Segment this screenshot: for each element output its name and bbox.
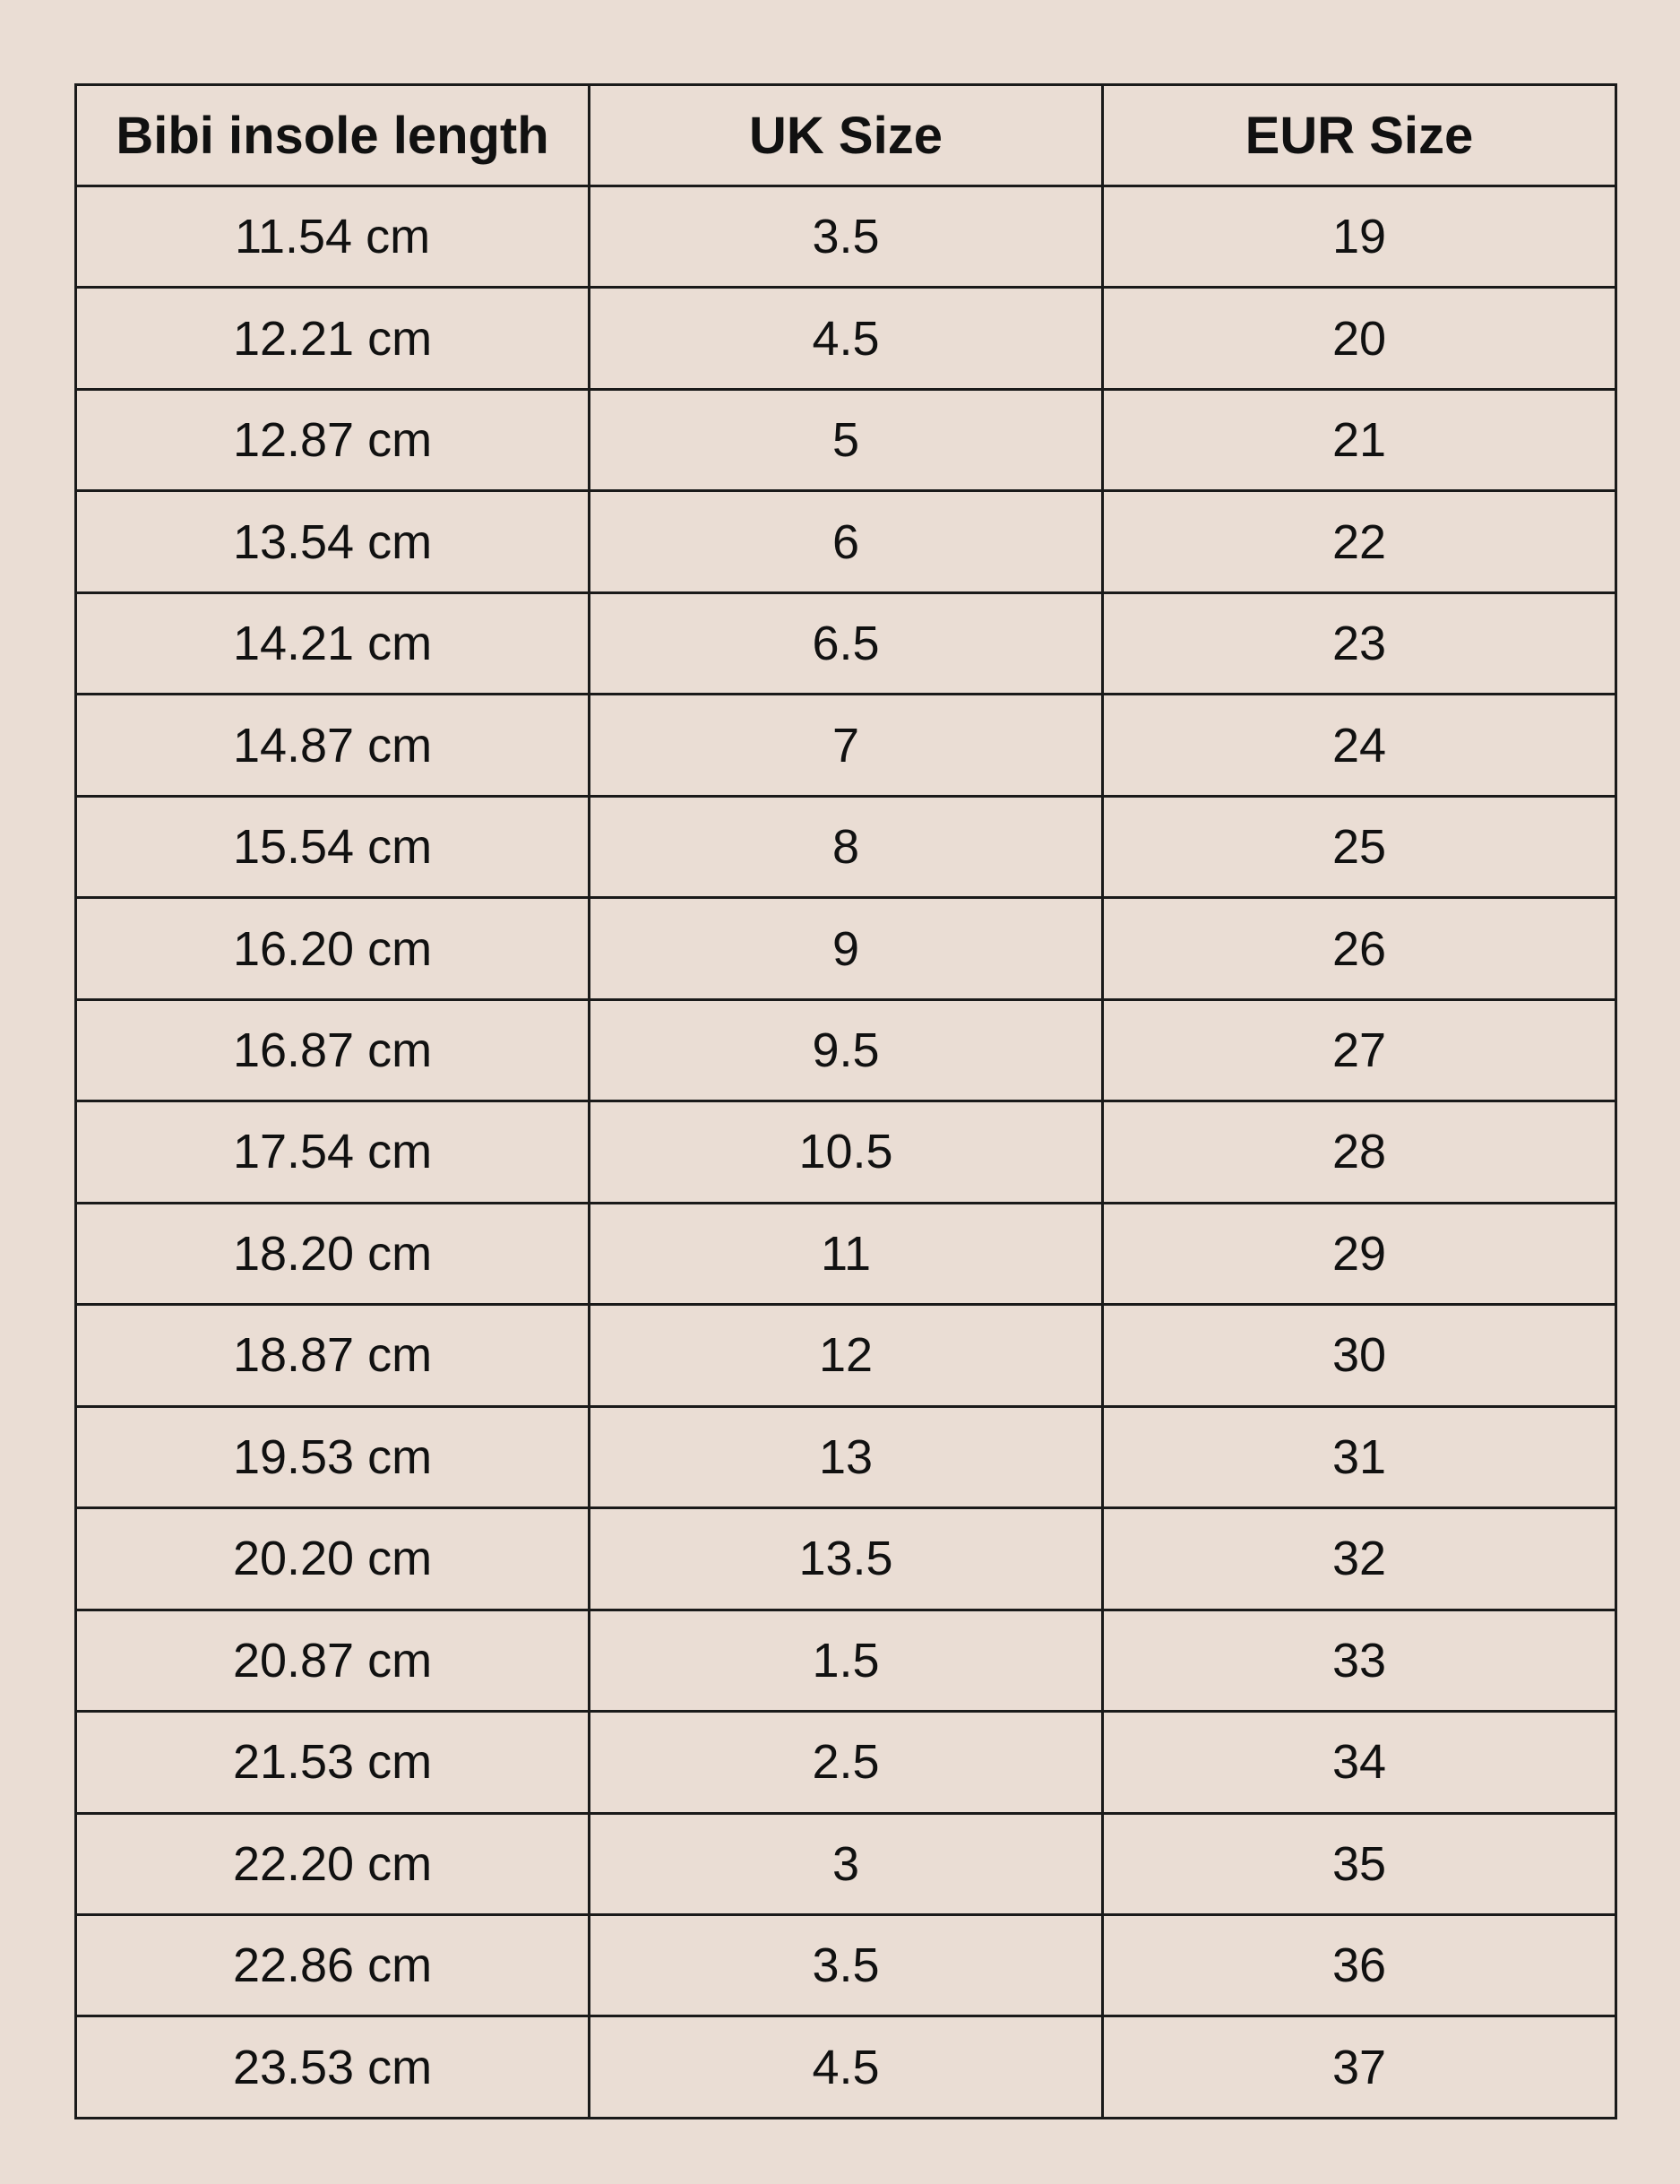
uk-size-cell: 13 bbox=[590, 1406, 1103, 1507]
table-row bbox=[76, 1305, 1616, 1406]
table-row bbox=[76, 1508, 1616, 1610]
uk-size-cell: 3.5 bbox=[590, 186, 1103, 288]
eur-size-cell: 20 bbox=[1103, 288, 1616, 389]
table-row bbox=[76, 186, 1616, 288]
table-row bbox=[76, 2016, 1616, 2119]
eur-size-cell: 35 bbox=[1103, 1813, 1616, 1914]
column-header-eur-size: EUR Size bbox=[1103, 85, 1616, 186]
column-header-insole-length: Bibi insole length bbox=[76, 85, 590, 186]
uk-size-cell: 2.5 bbox=[590, 1712, 1103, 1813]
table-row bbox=[76, 1101, 1616, 1203]
uk-size-cell: 12 bbox=[590, 1305, 1103, 1406]
insole-length-cell: 15.54 cm bbox=[76, 796, 590, 897]
insole-length-cell: 14.21 cm bbox=[76, 592, 590, 694]
insole-length-cell: 14.87 cm bbox=[76, 695, 590, 796]
uk-size-cell: 8 bbox=[590, 796, 1103, 897]
uk-size-cell: 3.5 bbox=[590, 1914, 1103, 2016]
table-row bbox=[76, 1914, 1616, 2016]
table-row bbox=[76, 1406, 1616, 1507]
eur-size-cell: 32 bbox=[1103, 1508, 1616, 1610]
uk-size-cell: 1.5 bbox=[590, 1610, 1103, 1711]
insole-length-cell: 16.20 cm bbox=[76, 898, 590, 999]
table-row bbox=[76, 1610, 1616, 1711]
uk-size-cell: 13.5 bbox=[590, 1508, 1103, 1610]
uk-size-cell: 9.5 bbox=[590, 999, 1103, 1101]
eur-size-cell: 36 bbox=[1103, 1914, 1616, 2016]
table-row bbox=[76, 389, 1616, 490]
table-row bbox=[76, 1813, 1616, 1914]
eur-size-cell: 21 bbox=[1103, 389, 1616, 490]
uk-size-cell: 5 bbox=[590, 389, 1103, 490]
header-row bbox=[76, 85, 1616, 186]
insole-length-cell: 23.53 cm bbox=[76, 2016, 590, 2119]
insole-length-cell: 22.20 cm bbox=[76, 1813, 590, 1914]
insole-length-cell: 17.54 cm bbox=[76, 1101, 590, 1203]
insole-length-cell: 18.87 cm bbox=[76, 1305, 590, 1406]
uk-size-cell: 11 bbox=[590, 1203, 1103, 1304]
eur-size-cell: 31 bbox=[1103, 1406, 1616, 1507]
column-header-uk-size: UK Size bbox=[590, 85, 1103, 186]
insole-length-cell: 16.87 cm bbox=[76, 999, 590, 1101]
uk-size-cell: 6 bbox=[590, 491, 1103, 592]
eur-size-cell: 34 bbox=[1103, 1712, 1616, 1813]
insole-length-cell: 12.21 cm bbox=[76, 288, 590, 389]
table-row bbox=[76, 695, 1616, 796]
eur-size-cell: 19 bbox=[1103, 186, 1616, 288]
table-row bbox=[76, 1712, 1616, 1813]
insole-length-cell: 20.20 cm bbox=[76, 1508, 590, 1610]
table-row bbox=[76, 592, 1616, 694]
uk-size-cell: 10.5 bbox=[590, 1101, 1103, 1203]
uk-size-cell: 4.5 bbox=[590, 2016, 1103, 2119]
table-row bbox=[76, 898, 1616, 999]
uk-size-cell: 9 bbox=[590, 898, 1103, 999]
eur-size-cell: 30 bbox=[1103, 1305, 1616, 1406]
eur-size-cell: 24 bbox=[1103, 695, 1616, 796]
uk-size-cell: 7 bbox=[590, 695, 1103, 796]
eur-size-cell: 28 bbox=[1103, 1101, 1616, 1203]
eur-size-cell: 27 bbox=[1103, 999, 1616, 1101]
uk-size-cell: 4.5 bbox=[590, 288, 1103, 389]
eur-size-cell: 23 bbox=[1103, 592, 1616, 694]
eur-size-cell: 33 bbox=[1103, 1610, 1616, 1711]
uk-size-cell: 3 bbox=[590, 1813, 1103, 1914]
eur-size-cell: 37 bbox=[1103, 2016, 1616, 2119]
table-row bbox=[76, 999, 1616, 1101]
insole-length-cell: 22.86 cm bbox=[76, 1914, 590, 2016]
table-row bbox=[76, 288, 1616, 389]
table-row bbox=[76, 491, 1616, 592]
insole-length-cell: 13.54 cm bbox=[76, 491, 590, 592]
insole-length-cell: 12.87 cm bbox=[76, 389, 590, 490]
eur-size-cell: 26 bbox=[1103, 898, 1616, 999]
eur-size-cell: 25 bbox=[1103, 796, 1616, 897]
size-chart-table bbox=[74, 83, 1617, 2119]
insole-length-cell: 20.87 cm bbox=[76, 1610, 590, 1711]
insole-length-cell: 19.53 cm bbox=[76, 1406, 590, 1507]
insole-length-cell: 18.20 cm bbox=[76, 1203, 590, 1304]
table-row bbox=[76, 1203, 1616, 1304]
eur-size-cell: 22 bbox=[1103, 491, 1616, 592]
insole-length-cell: 11.54 cm bbox=[76, 186, 590, 288]
eur-size-cell: 29 bbox=[1103, 1203, 1616, 1304]
uk-size-cell: 6.5 bbox=[590, 592, 1103, 694]
insole-length-cell: 21.53 cm bbox=[76, 1712, 590, 1813]
table-row bbox=[76, 796, 1616, 897]
